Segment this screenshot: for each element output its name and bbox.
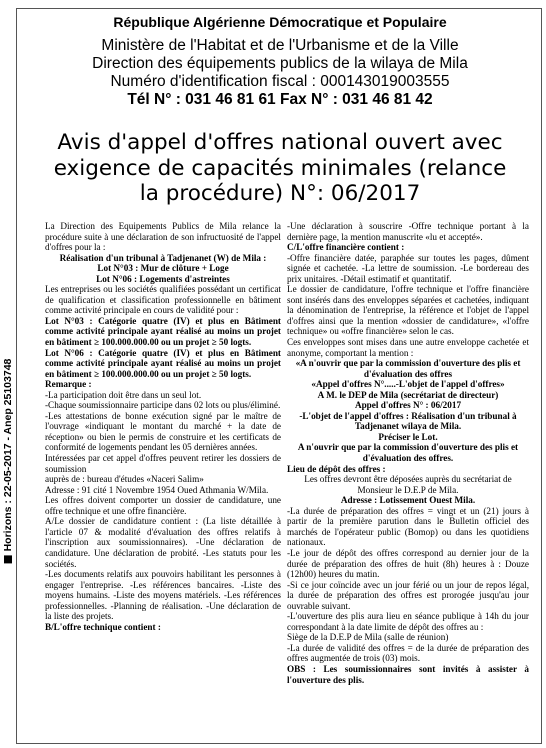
paragraph: -Si ce jour coïncide avec un jour férié ou un jour de repos légal, la durée de préparation des offres est prorogée jusqu'au jour ouvrable suivant.	[287, 579, 529, 611]
paragraph: -La durée de validité des offres = de la durée de préparation des offres augmentée de trois (03) mois.	[287, 642, 529, 664]
paragraph: Remarque :	[45, 379, 92, 390]
paragraph: -La durée de préparation des offres = vingt et un (21) jours à partir de la première parution dans le Bulletin officiel des marchés de l'opérateur public (Bomop) ou dans les quotidiens nationaux.	[287, 505, 529, 548]
paragraph: Les entreprises ou les sociétés qualifiées possédant un certificat de qualification et classification professionnelle en bâtiment comme activité principale en cours de validité pour :	[45, 284, 281, 316]
paragraph: Lot N°06 : Logements d'astreintes	[96, 273, 230, 284]
right-column	[287, 221, 529, 685]
paragraph: -L'objet de l'appel d'offres : Réalisation d'un tribunal à Tadjenanet wilaya de Mila.	[299, 410, 517, 432]
title-line: Avis d'appel d'offres national ouvert avec	[57, 130, 503, 155]
paragraph: Lieu de dépôt des offres :	[287, 463, 386, 474]
paragraph: Adresse : 91 cité 1 Novembre 1954 Oued Athmania W/Mila.	[45, 484, 269, 495]
paragraph: Lot N°03 : Catégorie quatre (IV) et plus en Bâtiment comme activité principale ayant réalisé au moins un projet en bâtiment ≥ 100.000.000.00 ou un projet ≥ 50 logts.	[45, 315, 281, 348]
paragraph: -Une déclaration à souscrire -Offre technique portant à la dernière page, la mention manuscrite «lu et accepté».	[287, 221, 529, 242]
paragraph: A M. le DEP de Mila (secrétariat de directeur)	[317, 389, 499, 400]
paragraph: Intéressées par cet appel d'offres peuvent retirer les dossiers de soumission	[45, 453, 281, 474]
paragraph: -Les attestations de bonne exécution signé par le maître de l'ouvrage «indiquant le montant du marché + la date de réception» ou bien le permis de construire et les certificats de conformité de logements pendant les 05 dernières années.	[45, 410, 281, 453]
paragraph: -La participation doit être dans un seul lot.	[45, 389, 202, 400]
paragraph: -Les documents relatifs aux pouvoirs habilitant les personnes à engager l'entreprise. -Les références bancaires. -Liste des moyens humains. -Liste des moyens matériels. -Les références professionnelles. -Planning de réalisation. -Une déclaration de la liste des projets.	[45, 569, 281, 622]
paragraph: A/Le dossier de candidature contient : (La liste détaillée à l'article 07 & modalité d'évaluation des offres relatifs à l'inscription aux soumissionnaires). -Une déclaration de candidature. Une déclaration de probité. -Les statuts pour les sociétés.	[45, 516, 281, 569]
paragraph: -Le jour de dépôt des offres correspond au dernier jour de la durée de préparation des offres de huit (8h) heures à : Douze (12h00) heures du matin.	[287, 547, 529, 580]
paragraph: -Chaque soumissionnaire participe dans 02 lots ou plus/éliminé.	[45, 400, 281, 411]
publication-sidebar	[0, 176, 16, 746]
paragraph: «Appel d'offres N°.....-L'objet de l'appel d'offres»	[311, 379, 505, 390]
ministry-header	[18, 37, 542, 109]
paragraph: B/L'offre technique contient :	[45, 621, 161, 632]
paragraph: OBS : Les soumissionnaires sont invités à assister à l'ouverture des plis.	[287, 663, 529, 685]
fiscal-id: Numéro d'identification fiscal : 000143019003555	[110, 73, 450, 90]
paragraph: Adresse : Lotissement Ouest Mila.	[340, 495, 476, 506]
notice-title	[18, 130, 542, 207]
paragraph: Siège de la D.E.P de Mila (salle de réunion)	[287, 632, 449, 643]
paragraph: Les offres doivent comporter un dossier de candidature, une offre technique et une offre financière.	[45, 495, 281, 516]
paragraph: Ces enveloppes sont mises dans une autre enveloppe cachetée et anonyme, comportant la mention :	[287, 337, 529, 358]
paragraph: Le dossier de candidature, l'offre technique et l'offre financière sont insérés dans des enveloppes séparées et cachetées, indiquant la dénomination de l'entreprise, la référence et l'objet de l'appel d'offres ainsi que la mention «dossier de candidature», «l'offre technique» ou «offre financière» selon le cas.	[287, 284, 529, 337]
paragraph: La Direction des Equipements Publics de Mila relance la procédure suite à une déclaration de son infructuosité de l'appel d'offres pour la :	[45, 221, 281, 253]
paragraph: auprès de : bureau d'études «Naceri Salim»	[45, 474, 204, 485]
title-line: exigence de capacités minimales (relance	[53, 155, 507, 181]
square-bullet-icon	[4, 555, 12, 563]
paragraph: Les offres devront être déposées auprès du secrétariat de Monsieur le D.E.P de Mila.	[304, 474, 512, 495]
paragraph: A n'ouvrir que par la commission d'ouverture des plis et d'évaluation des offres.	[297, 442, 519, 464]
paragraph: Lot N°06 : Catégorie quatre (IV) et plus en Bâtiment comme activité principale ayant réalisé au moins un projet en bâtiment ≥ 100.000.000.00 ou un projet ≥ 50 logts.	[45, 347, 281, 379]
left-column	[45, 221, 281, 632]
paragraph: Appel d'offres N° : 06/2017	[354, 400, 462, 411]
republic-header: République Algérienne Démocratique et Populaire	[113, 14, 447, 30]
publication-reference: Horizons : 22-05-2017 - Anep 25103748	[2, 359, 14, 564]
paragraph: C/L'offre financière contient :	[287, 242, 405, 253]
ministry-name: Ministère de l'Habitat et de l'Urbanisme et de la Ville	[101, 37, 459, 54]
direction-name: Direction des équipements publics de la wilaya de Mila	[92, 55, 468, 72]
paragraph: -Offre financière datée, paraphée sur toutes les pages, dûment signée et cachetée. -La lettre de soumission. -Le bordereau des prix unitaires. -Détail estimatif et quantitatif.	[287, 252, 529, 284]
paragraph: Préciser le Lot.	[378, 431, 438, 442]
paragraph: Lot N°03 : Mur de clôture + Loge	[97, 263, 229, 274]
paragraph: «A n'ouvrir que par la commission d'ouverture des plis et d'évaluation des offres	[295, 358, 521, 379]
contact-info: Tél N° : 031 46 81 61 Fax N° : 031 46 81 42	[127, 91, 433, 108]
paragraph: Réalisation d'un tribunal à Tadjenanet (W) de Mila :	[59, 252, 267, 263]
paragraph: -L'ouverture des plis aura lieu en séance publique à 14h du jour correspondant à la date limite de dépôt des offres au :	[287, 611, 529, 632]
title-line: la procédure) N°: 06/2017	[139, 181, 421, 206]
